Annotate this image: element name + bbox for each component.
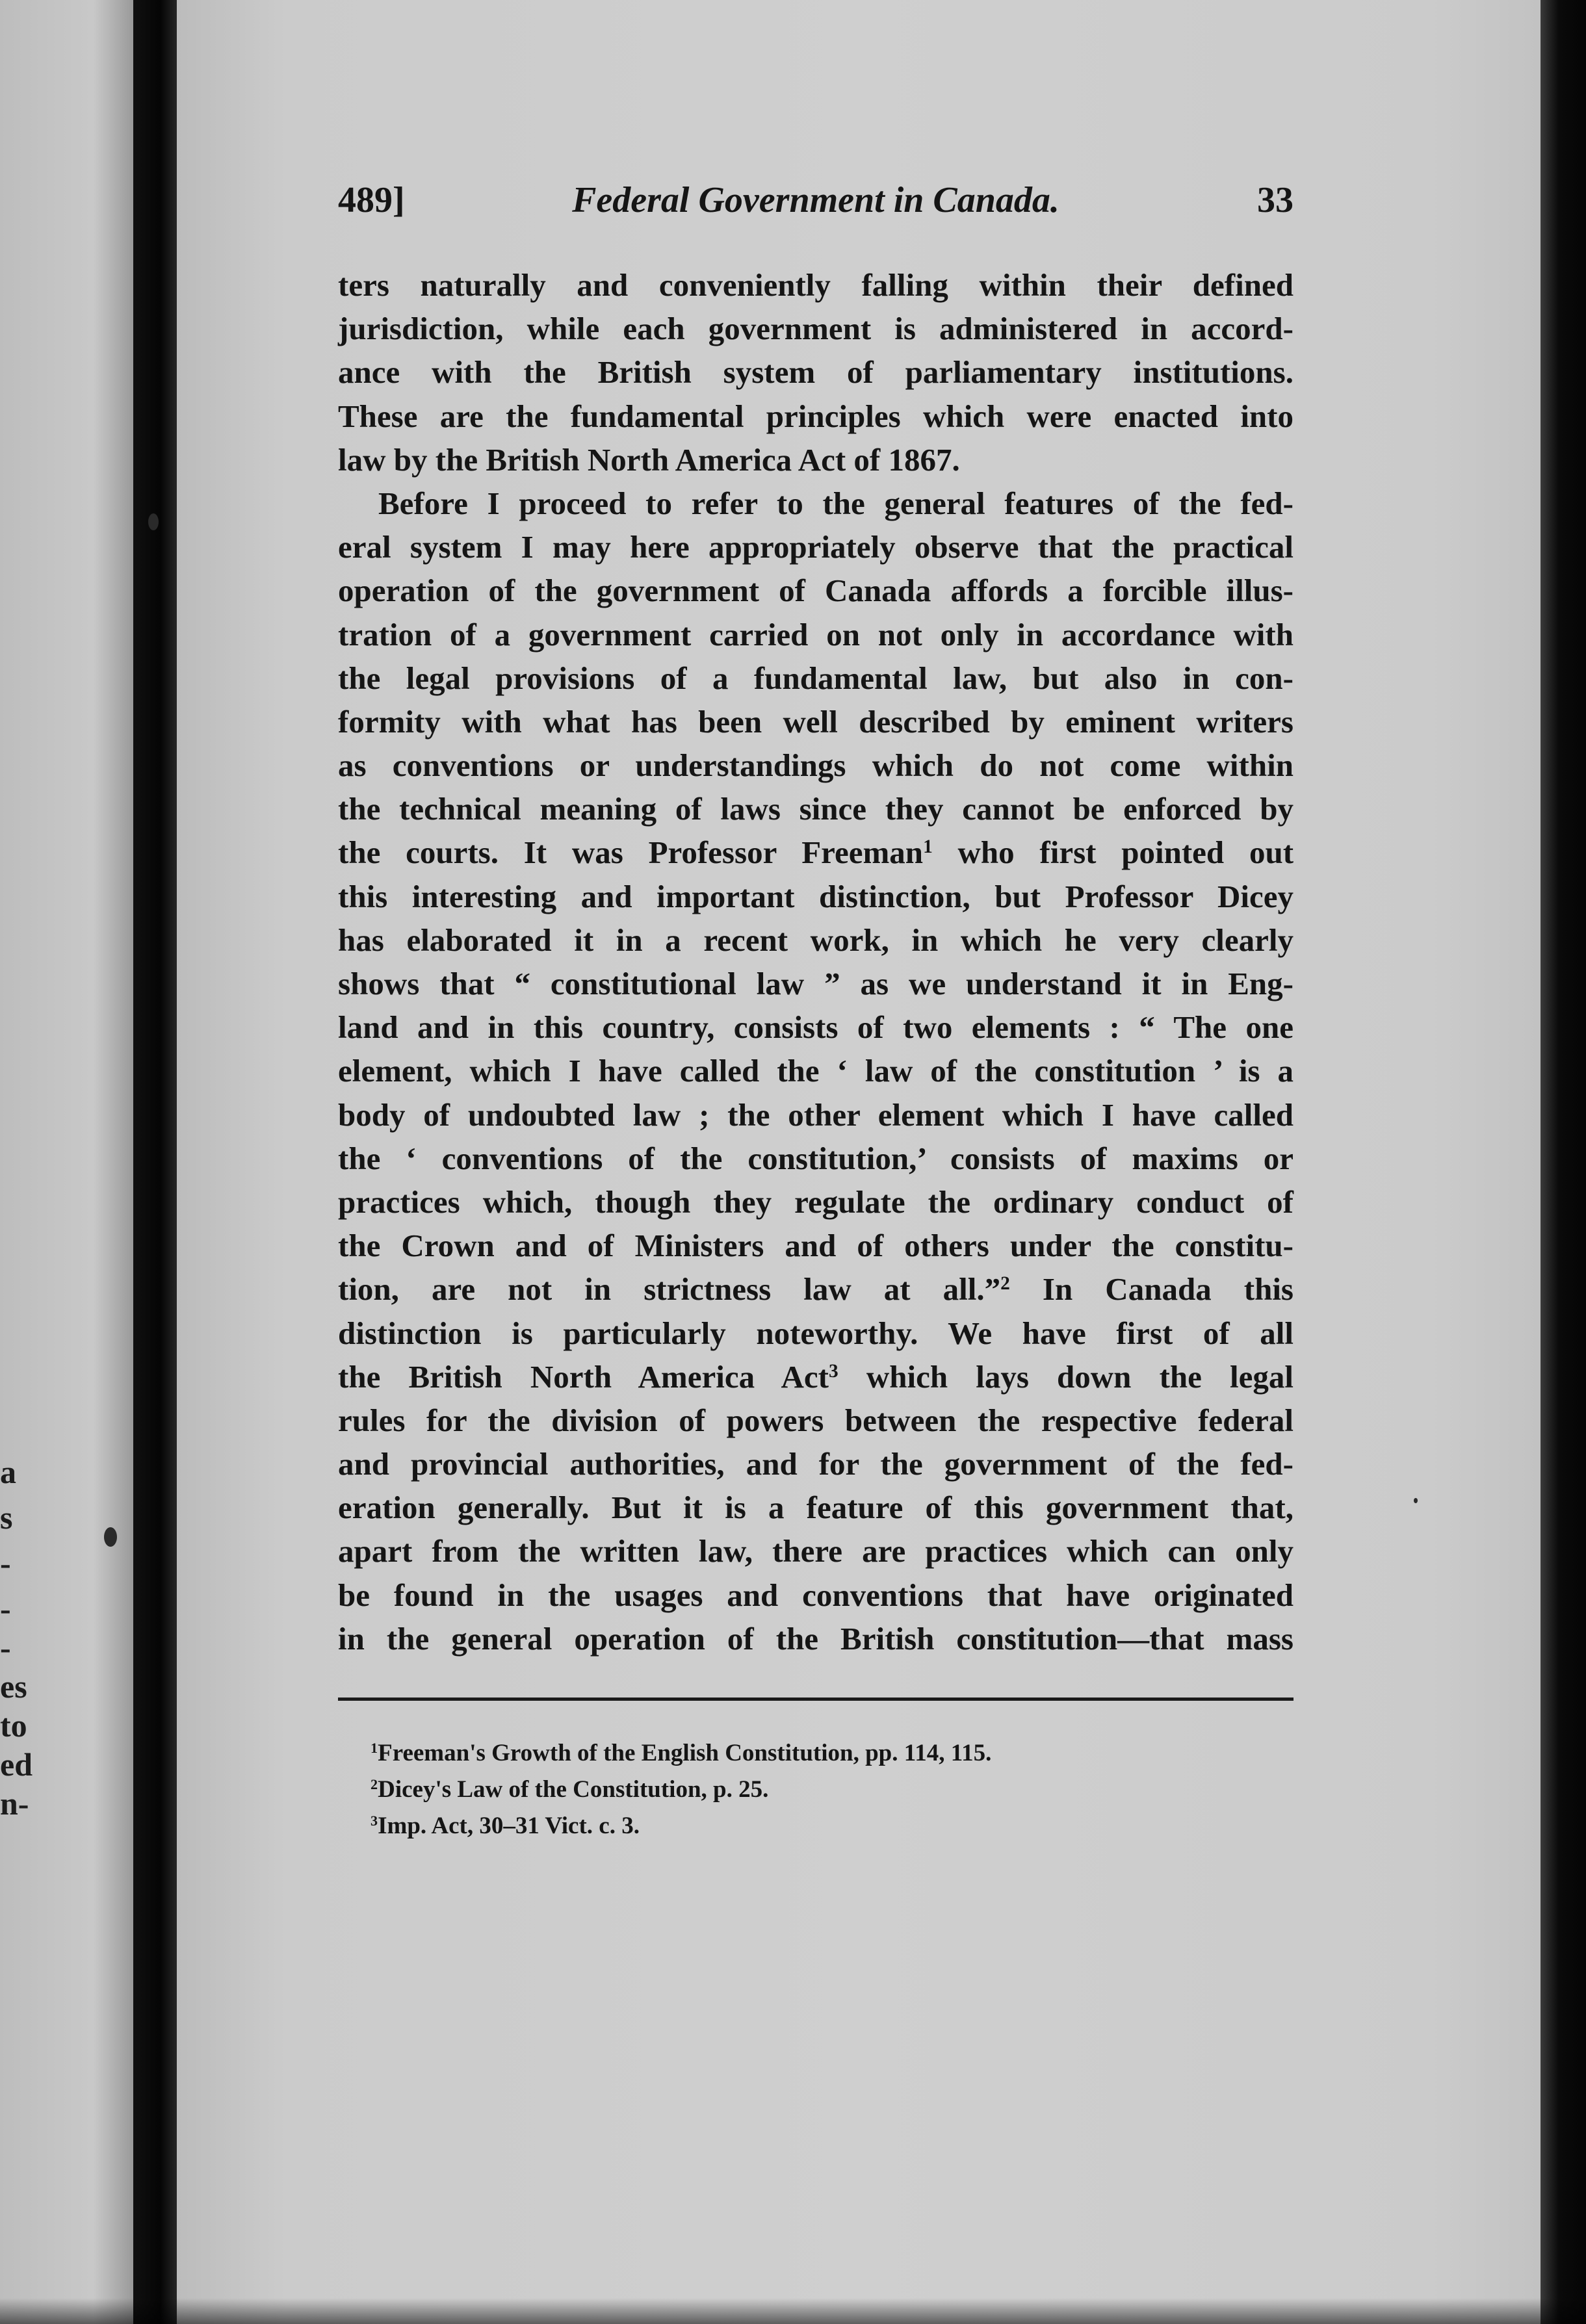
text-line: the technical meaning of laws since they cannot be enforced by <box>338 791 1294 827</box>
text-segment: the courts. It was Professor Freeman <box>338 834 924 871</box>
text-line: the Crown and of Ministers and of others under the constitu- <box>338 1228 1294 1264</box>
paper-speck <box>104 1527 117 1547</box>
text-line: body of undoubted law ; the other element which I have called <box>338 1096 1294 1133</box>
text-line: shows that “ constitutional law ” as we understand it in Eng- <box>338 966 1294 1001</box>
footnotes <box>370 1735 1294 1844</box>
text-line <box>338 1355 1294 1399</box>
previous-page-fragment: to <box>0 1707 27 1744</box>
running-header <box>338 179 1294 225</box>
footnote-text: Imp. Act, 30–31 Vict. c. 3. <box>378 1813 640 1839</box>
text-line: practices which, though they regulate the ordinary conduct of <box>338 1183 1294 1220</box>
footnote-number: 3 <box>370 1812 378 1829</box>
text-line: ters naturally and conveniently falling within their defined <box>338 267 1294 303</box>
paper-speck <box>1414 1498 1418 1503</box>
previous-page-fragment: s <box>0 1499 13 1536</box>
footnote-number: 1 <box>370 1739 378 1756</box>
footnote <box>370 1772 1294 1808</box>
text-line: law by the British North America Act of 1867. <box>338 441 960 478</box>
text-line: apart from the written law, there are practices which can only <box>338 1533 1294 1569</box>
running-title: Federal Government in Canada. <box>572 180 1060 220</box>
text-line: formity with what has been well described by eminent writers <box>338 703 1294 740</box>
footnote-mark: 2 <box>1000 1273 1010 1295</box>
text-line: has elaborated it in a recent work, in which he very clearly <box>338 922 1294 958</box>
previous-page-fragment: - <box>0 1629 11 1666</box>
text-segment: In Canada this <box>1042 1271 1294 1308</box>
text-line: land and in this country, consists of two elements : “ The one <box>338 1009 1294 1046</box>
footnote-rule <box>338 1698 1294 1701</box>
text-segment: which lays down the legal <box>866 1358 1294 1395</box>
text-line: ance with the British system of parliamentary institutions. <box>338 354 1294 391</box>
footnote-mark: 1 <box>923 836 933 858</box>
text-line: element, which I have called the ‘ law of the constitution ’ is a <box>338 1053 1294 1089</box>
previous-page-fragment: - <box>0 1545 11 1581</box>
text-line <box>338 831 1294 874</box>
text-line: and provincial authorities, and for the government of the fed- <box>338 1446 1294 1482</box>
footnote-text: Freeman's Growth of the English Constitution, pp. 114, 115. <box>378 1740 992 1766</box>
footnote <box>370 1735 1294 1772</box>
text-line: operation of the government of Canada affords a forcible illus- <box>338 573 1294 609</box>
paper-speck <box>148 513 159 530</box>
text-segment: the British North America Act <box>338 1358 829 1395</box>
text-line: These are the fundamental principles which were enacted into <box>338 398 1294 434</box>
scanner-background-right <box>1540 0 1586 2324</box>
body-text <box>338 263 1294 1660</box>
text-line: eration generally. But it is a feature of this government that, <box>338 1490 1294 1526</box>
footnote-number: 2 <box>370 1775 378 1792</box>
text-line: Before I proceed to refer to the general features of the fed- <box>378 485 1294 521</box>
text-line: eral system I may here appropriately observe that the practical <box>338 529 1294 565</box>
page-reference: 489] <box>338 180 405 220</box>
text-segment: who first pointed out <box>957 834 1294 871</box>
previous-page-fragment: ed <box>0 1746 32 1783</box>
previous-page-edge <box>0 0 133 2324</box>
text-line: rules for the division of powers between the respective federal <box>338 1402 1294 1438</box>
bottom-shadow <box>0 2298 1586 2324</box>
text-line: jurisdiction, while each government is administered in accord- <box>338 311 1294 347</box>
text-line: in the general operation of the British constitution—that mass <box>338 1620 1294 1657</box>
text-segment: tion, are not in strictness law at all.” <box>338 1271 1001 1308</box>
footnote-text: Dicey's Law of the Constitution, p. 25. <box>378 1776 769 1803</box>
text-line: distinction is particularly noteworthy. We have first of all <box>338 1315 1294 1351</box>
previous-page-fragment: es <box>0 1668 27 1705</box>
text-line <box>338 1267 1294 1311</box>
previous-page-fragment: n- <box>0 1785 29 1822</box>
text-line: be found in the usages and conventions that have originated <box>338 1577 1294 1613</box>
page-number: 33 <box>1257 180 1294 220</box>
footnote <box>370 1808 1294 1844</box>
text-line: this interesting and important distinction, but Professor Dicey <box>338 878 1294 914</box>
previous-page-fragment: a <box>0 1454 16 1490</box>
text-line: the ‘ conventions of the constitution,’ consists of maxims or <box>338 1140 1294 1176</box>
text-line: the legal provisions of a fundamental law, but also in con- <box>338 660 1294 696</box>
text-line: as conventions or understandings which do not come within <box>338 747 1294 784</box>
text-line: tration of a government carried on not only in accordance with <box>338 616 1294 652</box>
previous-page-fragment: - <box>0 1590 11 1627</box>
book-gutter <box>133 0 179 2324</box>
footnote-mark: 3 <box>828 1360 838 1382</box>
